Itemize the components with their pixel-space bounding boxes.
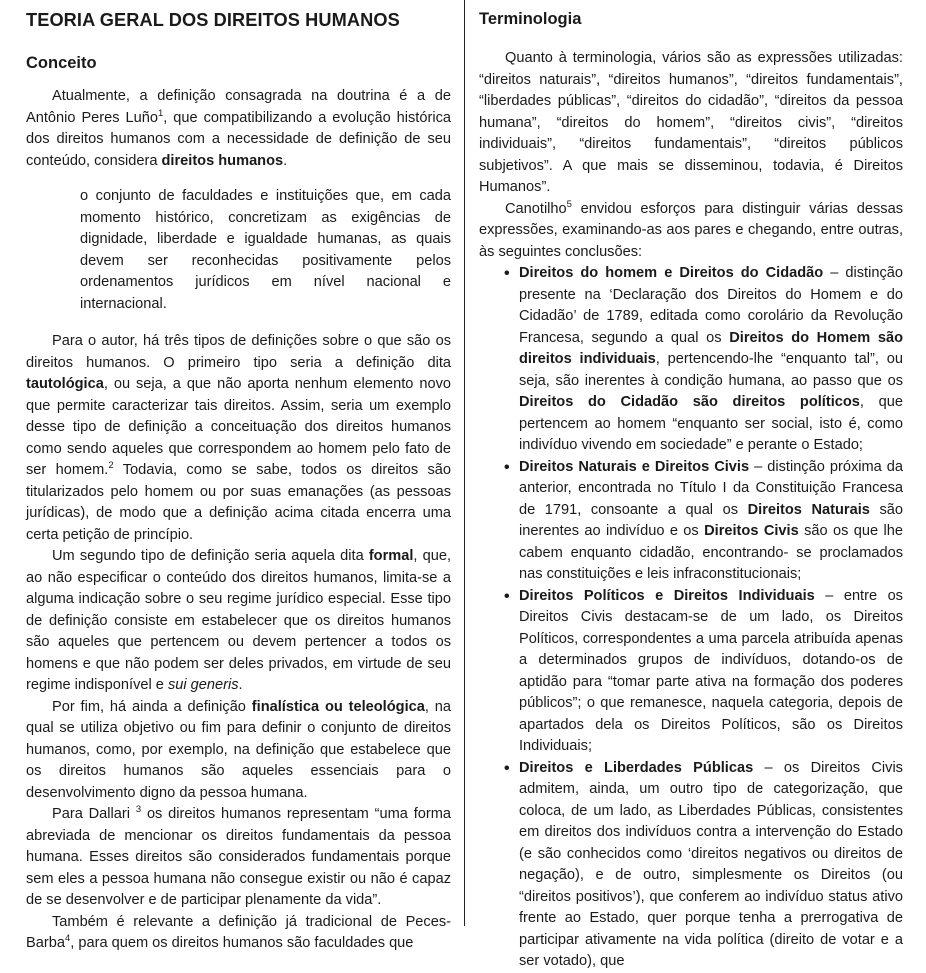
conclusions-list (479, 263, 903, 973)
paragraph: Por fim, há ainda a definição finalística ou teleológica, na qual se utiliza objetivo ou fim para definir o conjunto de direitos humanos, como, por exemplo, na definição que estabelece que os direitos humanos são aqueles essenciais para o desenvolvimento digno da pessoa humana. (26, 698, 451, 801)
list-item: • Direitos Políticos e Direitos Individuais – entre os Direitos Civis destacam-se de um lado, os Direitos Políticos, correspondentes a uma parcela atribuída apenas a determinados grupos de indivíduos, dotando-os de aptidão para “tomar parte ativa na formação dos poderes públicos”; o que remanesce, naquela categoria, depois de apartados dela os Direitos Políticos, são os Direitos Individuais; (519, 586, 903, 758)
footnote-ref[interactable]: 4 (64, 933, 71, 944)
column-divider (464, 0, 465, 926)
list-item: • Direitos Naturais e Direitos Civis – distinção próxima da anterior, encontrada no Título I da Constituição Francesa de 1791, consoante a qual os Direitos Naturais são inerentes ao indivíduo e os Direitos Civis são os que lhe cabem enquanto cidadão, encontrando- se proclamados nas constituições e leis infraconstitucionais; (519, 457, 903, 586)
footnote-ref[interactable]: 1 (157, 107, 164, 119)
paragraph: Quanto à terminologia, vários são as expressões utilizadas: “direitos naturais”, “direitos humanos”, “direitos fundamentais”, “liberdades públicas”, “direitos do cidadão”, “direitos da pessoa humana”, “direitos do homem”, “direitos civis”, “direitos individuais”, “direitos fundamentais”, “direitos públicos subjetivos”. A que mais se disseminou, todavia, é Direitos Humanos”. (479, 50, 903, 195)
paragraph: Para o autor, há três tipos de definições sobre o que são os direitos humanos. O primeiro tipo seria a definição dita tautológica, ou seja, a que não aporta nenhum elemento novo que permite caracterizar tais direitos. Assim, seria um exemplo desse tipo de definição a conceituação dos direitos humanos como sendo aqueles que correspondem ao homem pelo fato de ser homem.$^2$ Todavia, como se sabe, todos os direitos são titularizados pelo homem ou por suas emanações (as pessoas jurídicas), de modo que a definição acima citada encerra uma certa petição de princípio. (26, 333, 451, 543)
paragraph: Para Dallari $^3$ os direitos humanos representam “uma forma abreviada de mencionar os direitos fundamentais da pessoa humana. Esses direitos são considerados fundamentais porque sem eles a pessoa humana não consegue existir ou não é capaz de se desenvolver e de participar plenamente da vida”. (26, 804, 451, 908)
right-column (479, 0, 904, 969)
list-item: • Direitos do homem e Direitos do Cidadão – distinção presente na ‘Declaração dos Direitos do Homem e do Cidadão’ de 1789, editada como corolário da Revolução Francesa, segundo a qual os Direitos do Homem são direitos individuais, pertencendo-lhe “enquanto tal”, ou seja, são inerentes à condição humana, ao passo que os Direitos do Cidadão são direitos políticos, que pertencem ao homem “enquanto ser social, isto é, como indivíduo vivendo em sociedade” e perante o Estado; (519, 263, 903, 457)
paragraph: Atualmente, a definição consagrada na doutrina é a de Antônio Peres Luño$^1$, que compatibilizando a evolução histórica dos direitos humanos com a necessidade de definição de seu conteúdo, considera direitos humanos. (26, 88, 451, 169)
paragraph: Também é relevante a definição já tradicional de Peces-Barba$^4$, para quem os direitos humanos são faculdades que (26, 913, 451, 951)
paragraph: Canotilho$^5$ envidou esforços para distinguir várias dessas expressões, examinando-as aos pares e chegando, entre outras, às seguintes conclusões: (479, 198, 903, 260)
list-item: • Direitos e Liberdades Públicas – os Direitos Civis admitem, ainda, um outro tipo de categorização, que coloca, de um lado, as Liberdades Públicas, consistentes em direitos dos indivíduos contra a intervenção do Estado (e são conhecidos como ‘direitos negativos ou direitos de negação), e de outro, simplesmente os Direitos (ou “direitos positivos’), que conferem ao indivíduo status ativo frente ao Estado, quer porque tenha a prerrogativa de participar ativamente na vida política (direito de votar e a ser votado), que (519, 758, 903, 973)
section-heading-terminologia: Terminologia (479, 10, 582, 28)
block-quote: o conjunto de faculdades e instituições que, em cada momento histórico, concretizam as exigências de dignidade, liberdade e igualdade humanas, as quais devem ser reconhecidas positivamente pelos ordenamentos jurídicos em nível nacional e internacional. (80, 188, 451, 312)
section-heading-conceito: Conceito (26, 54, 97, 72)
left-column (26, 0, 451, 951)
footnote-ref[interactable]: 5 (566, 198, 572, 210)
paragraph: Um segundo tipo de definição seria aquela dita formal, que, ao não especificar o conteúdo dos direitos humanos, limita-se a alguma indicação sobre o seu regime jurídico especial. Esse tipo de definição consiste em estabelecer que os direitos humanos são aqueles que pertencem ou devem pertencer a todos os homens e que não podem ser deles privados, em virtude de seu regime indisponível e sui generis. (26, 548, 451, 693)
footnote-ref[interactable]: 2 (108, 460, 114, 471)
page-title: TEORIA GERAL DOS DIREITOS HUMANOS (26, 10, 400, 30)
footnote-ref[interactable]: 3 (135, 804, 142, 815)
